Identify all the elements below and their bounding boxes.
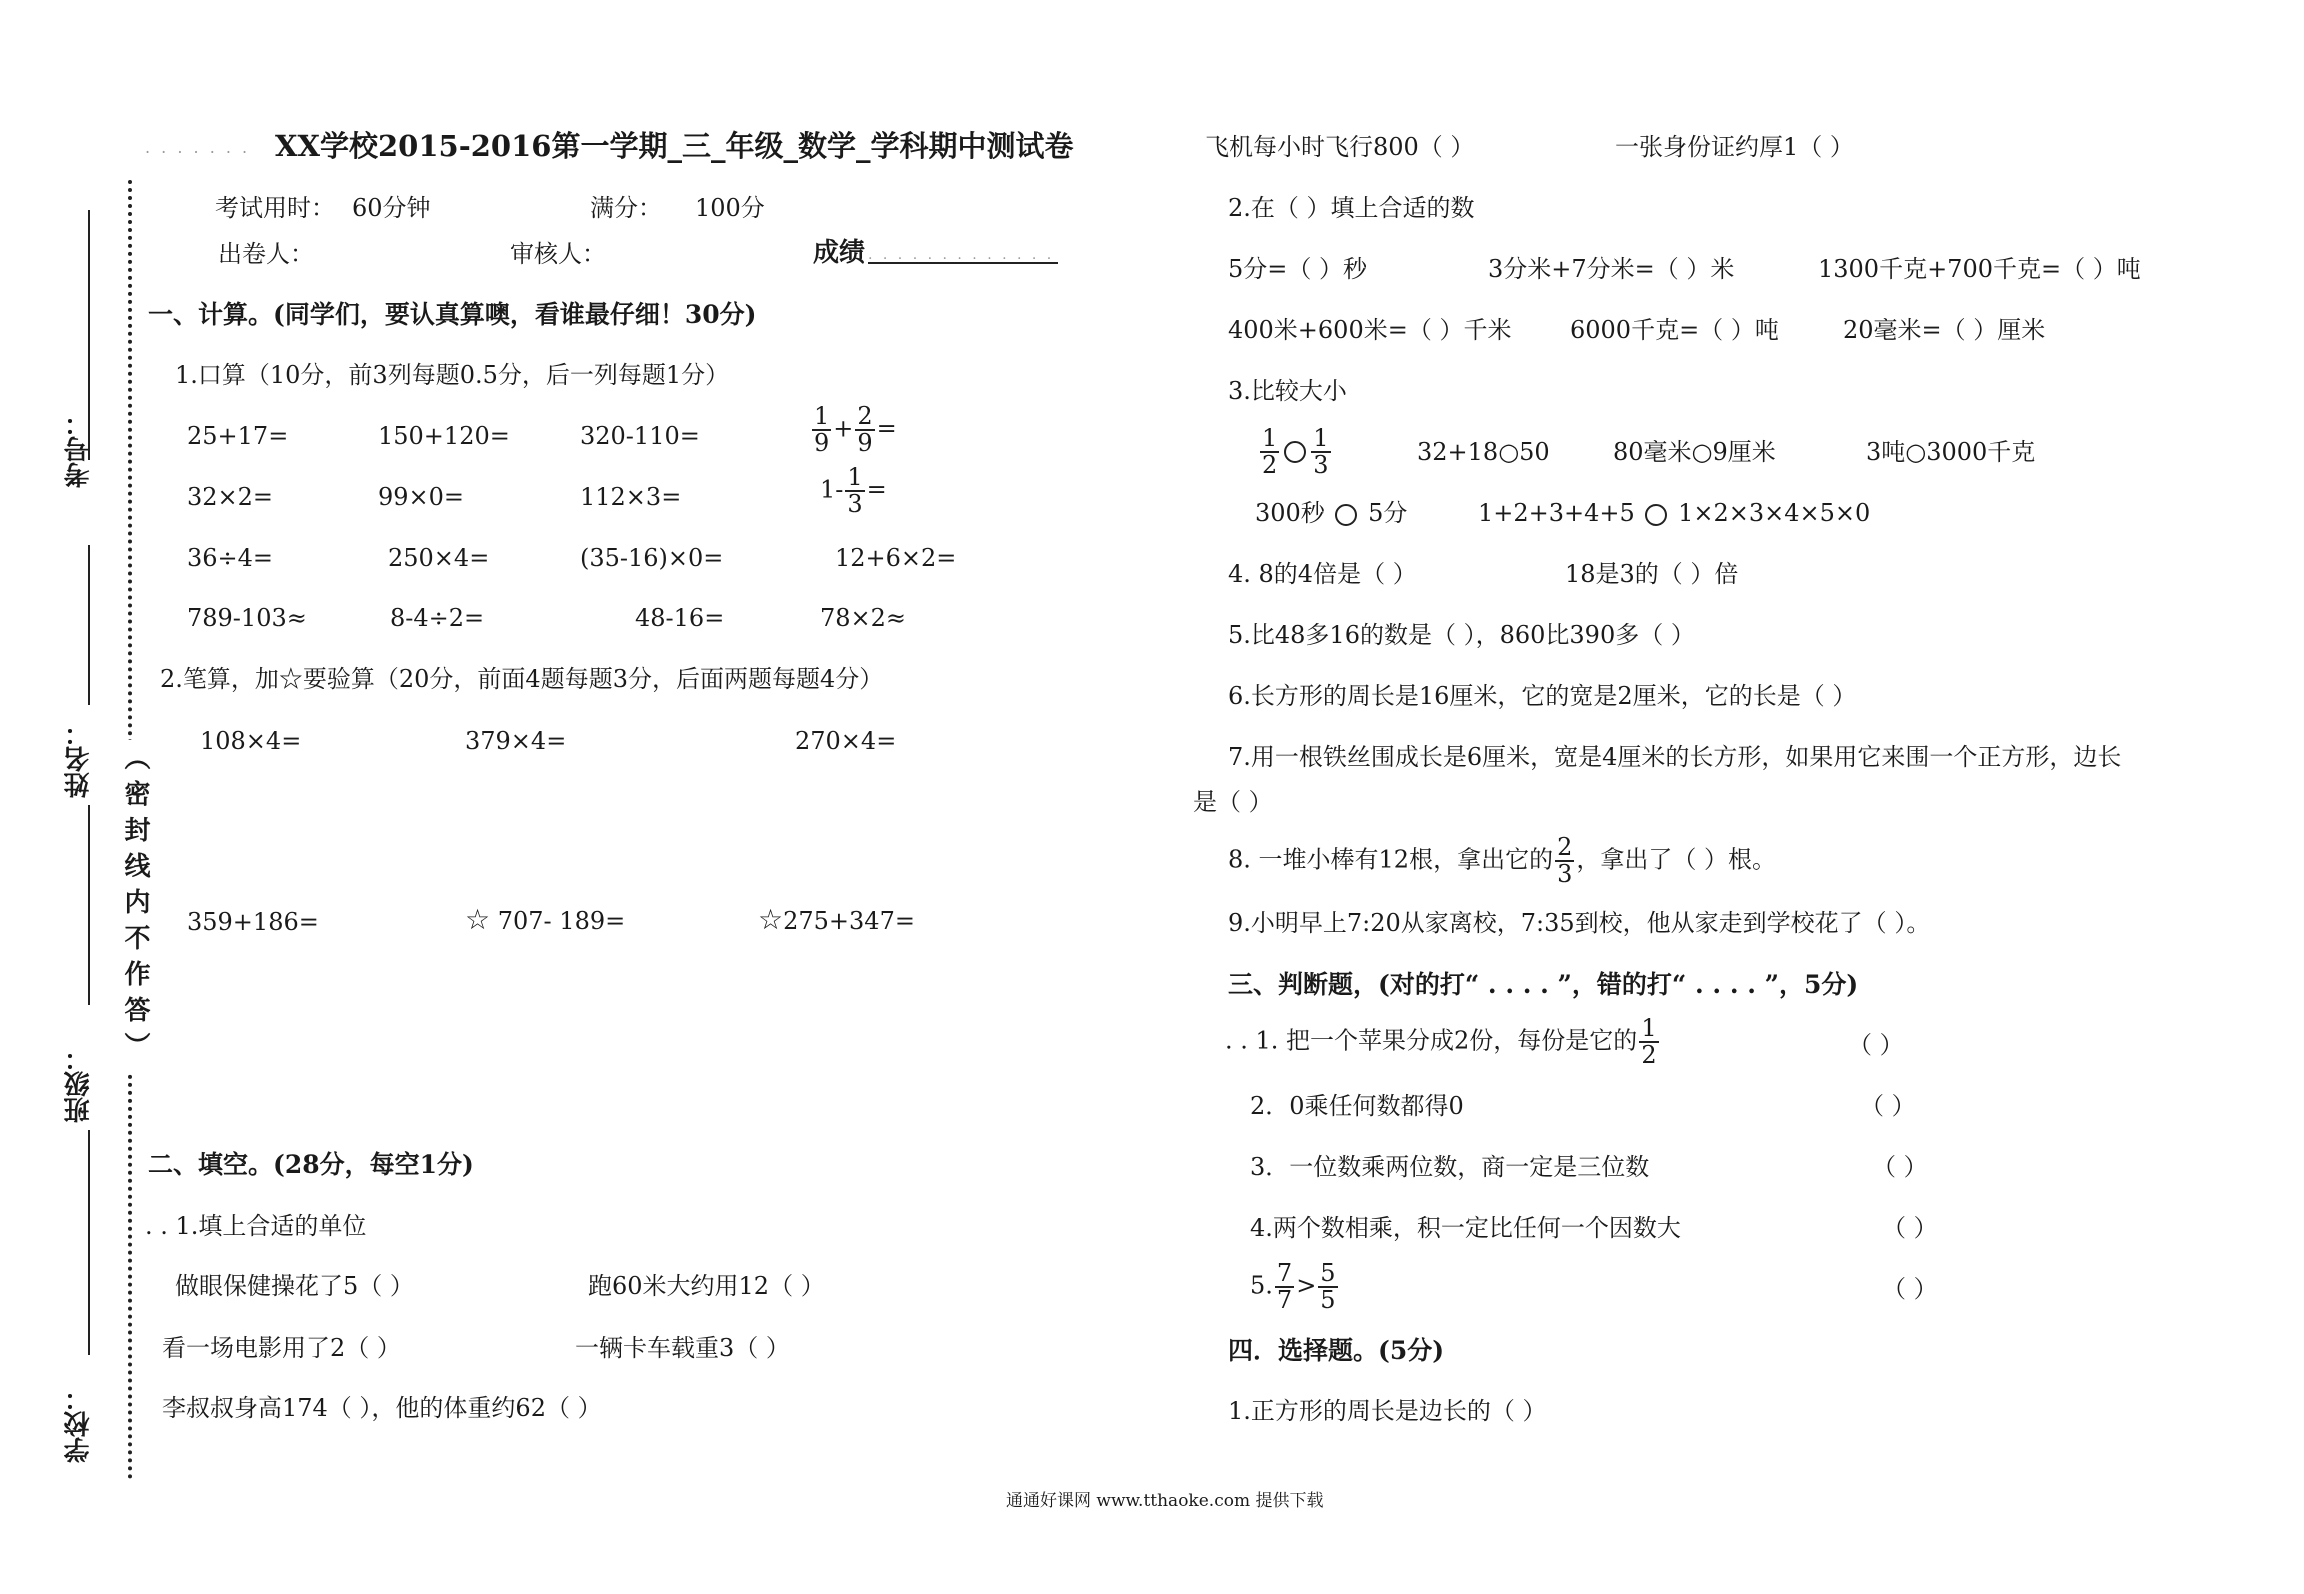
section2-title: 二、填空。(28分，每空1分) [148,1150,474,1179]
judge-1: . . 1. 把一个苹果分成2份，每份是它的 $\frac{1}{2}$ [1225,1014,1657,1070]
reviewer-label: 审核人： [510,240,606,268]
exam-time-value: 60分钟 [352,194,431,222]
score-blank: . . . . . . . . . . . . . [868,248,1058,264]
q9: 9.小明早上7:20从家离校，7:35到校，他从家走到学校花了（ ）。 [1228,909,1931,937]
calc-r3c3: (35-16)×0= [580,544,724,572]
calc-r2c2: 99×0= [378,483,465,511]
judge-4: 4.两个数相乘，积一定比任何一个因数大 [1250,1214,1681,1242]
calc-r3c2: 250×4= [388,544,490,572]
compare-l1a: 32+18○50 [1417,438,1550,466]
judge-2-paren: （ ） [1860,1092,1916,1120]
compare-l1b: 80毫米○9厘米 [1613,438,1776,466]
binding-line-mid3 [88,1130,90,1355]
binding-line-mid1 [88,545,90,705]
q8: 8. 一堆小棒有12根，拿出它的 $\frac{2}{3}$ ，拿出了（ ）根。 [1228,833,1776,889]
star-icon: ☆ [465,903,491,936]
seal-text: （密封线内不作答） [117,740,154,1072]
page-title: XX学校2015-2016第一学期_三_年级_数学_学科期中测试卷 [275,129,1074,163]
fill-number-l1b: 3分米+7分米=（ ）米 [1488,255,1735,283]
judge-3: 3．一位数乘两位数，商一定是三位数 [1250,1153,1650,1181]
calc-r3c4: 12+6×2= [835,544,957,572]
judge-3-paren: （ ） [1872,1153,1928,1181]
banji-label: 班级： [64,1045,94,1123]
xuexiao-label: 学校： [64,1385,94,1463]
written-r2c3: ☆275+347= [758,903,915,936]
written-r1c2: 379×4= [465,727,567,755]
header-dots: . . . . . . . [145,138,251,157]
fill-number-l1c: 1300千克+700千克=（ ）吨 [1818,255,2141,283]
calc-r4c1: 789-103≈ [187,604,307,632]
judge-1-paren: （ ） [1848,1031,1904,1059]
fill-unit-title: . . 1.填上合适的单位 [145,1212,367,1240]
judge-5-paren: （ ） [1882,1275,1938,1303]
fill-number-l2b: 6000千克=（ ）吨 [1570,316,1779,344]
written-r1c1: 108×4= [200,727,302,755]
written-r1c3: 270×4= [795,727,897,755]
judge-4-paren: （ ） [1882,1214,1938,1242]
q4b: 18是3的（ ）倍 [1565,560,1739,588]
calc-r2c3: 112×3= [580,483,682,511]
q4a: 4. 8的4倍是（ ） [1228,560,1417,588]
calc-r2c1: 32×2= [187,483,274,511]
fill-number-l1a: 5分=（ ）秒 [1228,255,1368,283]
calc-r4c4: 78×2≈ [820,604,907,632]
q6: 6.长方形的周长是16厘米，它的宽是2厘米，它的长是（ ） [1228,682,1857,710]
q5: 5.比48多16的数是（ ），860比390多（ ） [1228,621,1695,649]
calc-r2c4: 1- $\frac{1}{3}$ = [820,463,887,519]
exam-time-label: 考试用时： [215,194,335,222]
compare-frac: $\frac{1}{2}$ $\frac{1}{3}$ [1262,424,1329,480]
kaohao-label: 考号： [64,410,94,488]
compare-title: 3.比较大小 [1228,377,1347,405]
fill-number-l2c: 20毫米=（ ）厘米 [1843,316,2046,344]
calc-r1c4: $\frac{1}{9}$ + $\frac{2}{9}$ = [814,402,897,458]
calc-r1c3: 320-110= [580,422,700,450]
calc-r3c1: 36÷4= [187,544,274,572]
calc-r1c1: 25+17= [187,422,289,450]
fill-unit-r1a: 飞机每小时飞行800（ ） [1205,133,1475,161]
section4-title: 四．选择题。(5分) [1228,1336,1445,1365]
compare-l1c: 3吨○3000千克 [1866,438,2036,466]
fill-unit-l1a: 做眼保健操花了5（ ） [175,1272,414,1300]
compare-l2b: 1+2+3+4+5 1×2×3×4×5×0 [1478,499,1871,527]
written-r2c2: ☆ 707- 189= [465,903,626,936]
calc-r4c3: 48-16= [635,604,725,632]
score-label: 成绩 [813,238,866,268]
compare-circle-icon [1284,441,1306,463]
fill-unit-l1b: 跑60米大约用12（ ） [588,1272,825,1300]
q7a: 7.用一根铁丝围成长是6厘米，宽是4厘米的长方形，如果用它来围一个正方形，边长 [1228,743,2122,771]
judge-5: 5. $\frac{7}{7}$ > $\frac{5}{5}$ [1250,1259,1336,1315]
fill-number-title: 2.在（ ）填上合适的数 [1228,194,1475,222]
judge-2: 2．0乘任何数都得0 [1250,1092,1464,1120]
calc-r1c2: 150+120= [378,422,510,450]
written-calc-title: 2.笔算，加☆要验算（20分，前面4题每题3分，后面两题每题4分） [160,665,884,693]
fill-unit-r1b: 一张身份证约厚1（ ） [1615,133,1854,161]
author-label: 出卷人： [218,240,314,268]
written-r2c1: 359+186= [187,908,319,936]
compare-circle-icon [1645,504,1667,526]
xingming-label: 姓名： [64,720,94,798]
full-score-value: 100分 [695,194,765,222]
binding-line-mid2 [88,805,90,1005]
calc-r4c2: 8-4÷2= [390,604,485,632]
compare-l2: 300秒 5分 [1255,499,1408,527]
section3-title: 三、判断题，(对的打“ . . . . ”，错的打“ . . . . ”，5分) [1228,970,1859,999]
section1-title: 一、计算。(同学们，要认真算噢，看谁最仔细！30分) [148,300,757,329]
fill-unit-l2a: 看一场电影用了2（ ） [162,1334,401,1362]
fill-number-l2a: 400米+600米=（ ）千米 [1228,316,1512,344]
compare-circle-icon [1335,504,1357,526]
star-icon: ☆ [758,903,784,936]
q7b: 是（ ） [1193,788,1273,816]
choice-1: 1.正方形的周长是边长的（ ） [1228,1397,1547,1425]
fill-unit-l2b: 一辆卡车载重3（ ） [575,1334,790,1362]
footer-text: 通通好课网 www.tthaoke.com 提供下载 [1006,1491,1324,1511]
fill-unit-l3: 李叔叔身高174（ ），他的体重约62（ ） [162,1394,602,1422]
full-score-label: 满分： [590,194,662,222]
oral-calc-title: 1.口算（10分，前3列每题0.5分，后一列每题1分） [175,361,730,389]
